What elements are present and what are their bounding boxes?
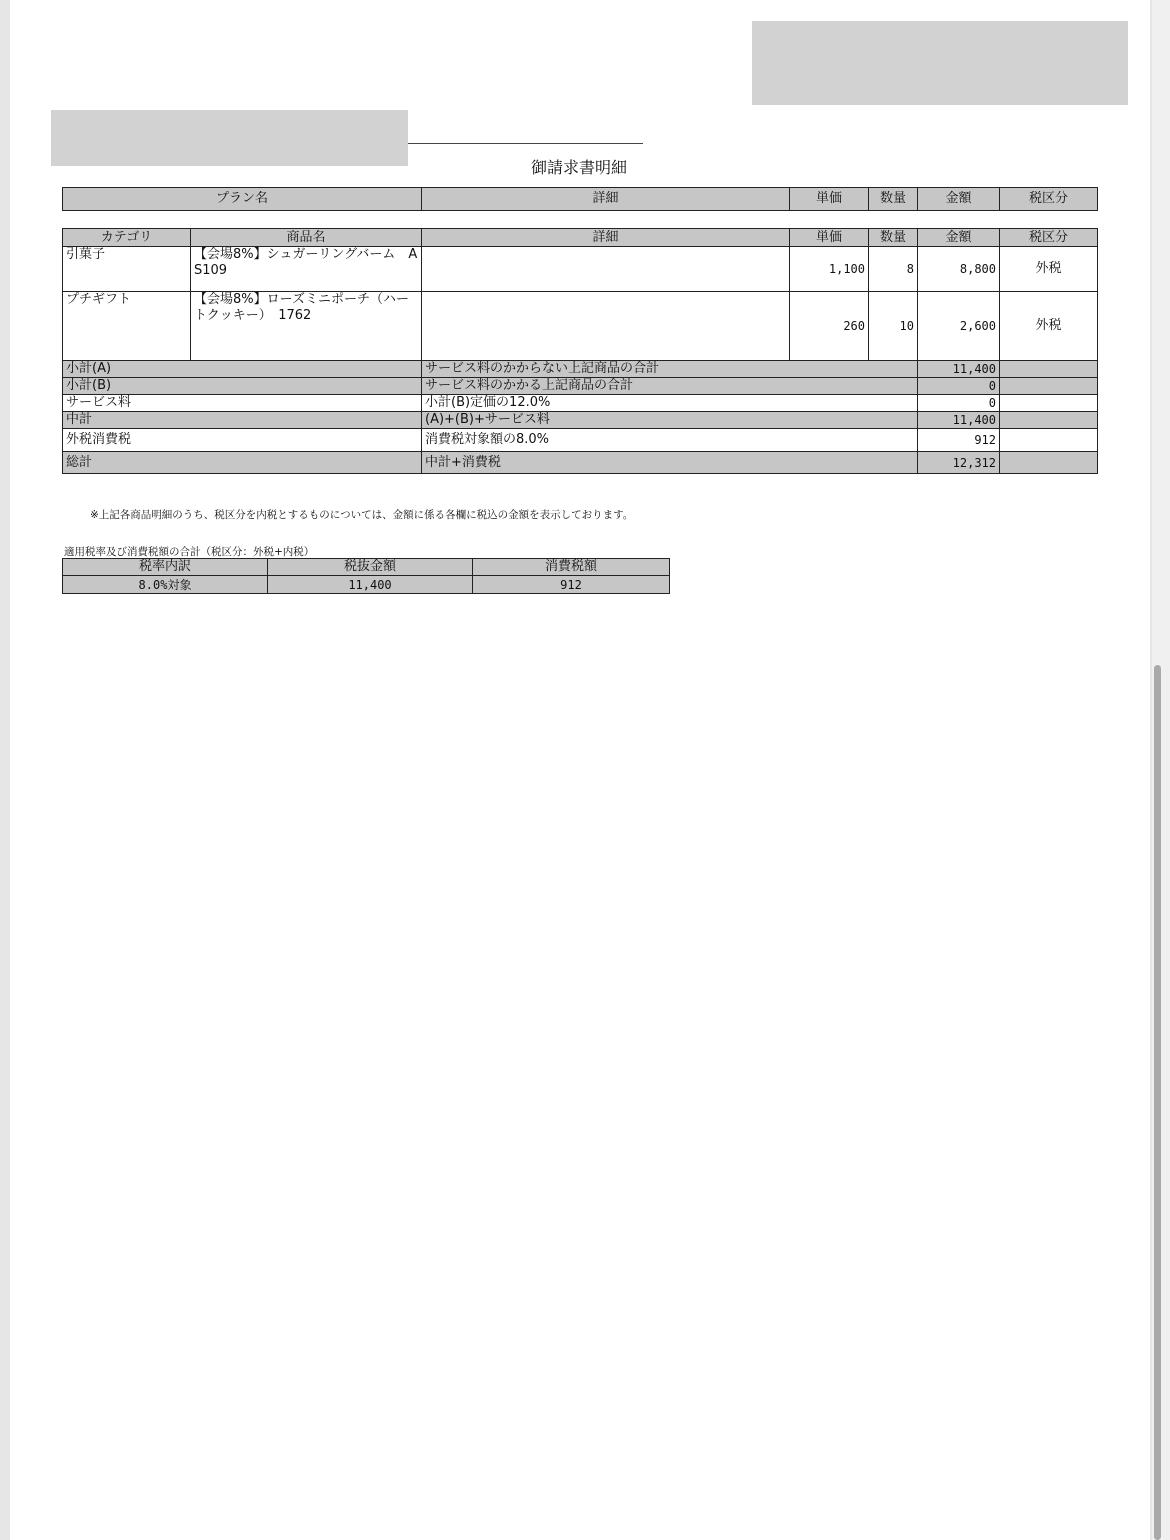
items-header-detail: 詳細 — [422, 229, 790, 247]
tax-header-net: 税抜金額 — [268, 559, 473, 576]
item-tax: 外税 — [1000, 292, 1098, 361]
summary-label: 総計 — [63, 452, 422, 474]
tax-header-rate: 税率内訳 — [63, 559, 268, 576]
tax-rate-cell: 8.0%対象 — [63, 576, 268, 594]
items-header-category: カテゴリ — [63, 229, 191, 247]
summary-blank — [1000, 429, 1098, 452]
plan-header-unit-price: 単価 — [790, 188, 869, 211]
item-unit-price: 1,100 — [790, 247, 869, 292]
tax-note: ※上記各商品明細のうち、税区分を内税とするものについては、金額に係る各欄に税込の金額を表示しております。 — [90, 509, 634, 521]
summary-row-service-fee — [63, 395, 1098, 412]
summary-amount: 0 — [918, 378, 1000, 395]
tax-header-tax: 消費税額 — [473, 559, 670, 576]
summary-amount: 11,400 — [918, 361, 1000, 378]
summary-desc: 小計(B)定価の12.0% — [422, 395, 918, 412]
item-amount: 8,800 — [918, 247, 1000, 292]
summary-row-grand-total — [63, 452, 1098, 474]
summary-row-midtotal — [63, 412, 1098, 429]
summary-desc: 消費税対象額の8.0% — [422, 429, 918, 452]
summary-label: 中計 — [63, 412, 422, 429]
plan-header-detail: 詳細 — [422, 188, 790, 211]
redacted-block-top-right — [752, 21, 1128, 105]
document-title: 御請求書明細 — [530, 158, 627, 177]
plan-table — [62, 187, 1098, 211]
summary-blank — [1000, 452, 1098, 474]
item-name: 【会場8%】シュガーリングバーム AS109 — [191, 247, 422, 292]
table-row — [63, 247, 1098, 292]
item-detail — [422, 247, 790, 292]
tax-row — [63, 576, 670, 594]
item-unit-price: 260 — [790, 292, 869, 361]
summary-label: 小計(B) — [63, 378, 422, 395]
item-name: 【会場8%】ローズミニポーチ（ハートクッキー） 1762 — [191, 292, 422, 361]
plan-header-row — [63, 188, 1098, 211]
tax-summary-table — [62, 558, 670, 594]
items-header-tax: 税区分 — [1000, 229, 1098, 247]
summary-amount: 0 — [918, 395, 1000, 412]
scrollbar-thumb[interactable] — [1154, 665, 1161, 1540]
summary-desc: 中計+消費税 — [422, 452, 918, 474]
summary-blank — [1000, 361, 1098, 378]
plan-header-amount: 金額 — [918, 188, 1000, 211]
summary-label: 外税消費税 — [63, 429, 422, 452]
summary-label: サービス料 — [63, 395, 422, 412]
summary-blank — [1000, 378, 1098, 395]
tax-amount-cell: 912 — [473, 576, 670, 594]
summary-row-subtotal-a — [63, 361, 1098, 378]
summary-amount: 12,312 — [918, 452, 1000, 474]
plan-header-tax: 税区分 — [1000, 188, 1098, 211]
item-category: プチギフト — [63, 292, 191, 361]
item-amount: 2,600 — [918, 292, 1000, 361]
items-header-qty: 数量 — [869, 229, 918, 247]
summary-amount: 11,400 — [918, 412, 1000, 429]
summary-amount: 912 — [918, 429, 1000, 452]
title-underline — [408, 143, 643, 144]
plan-header-plan: プラン名 — [63, 188, 422, 211]
summary-desc: (A)+(B)+サービス料 — [422, 412, 918, 429]
plan-header-qty: 数量 — [869, 188, 918, 211]
summary-label: 小計(A) — [63, 361, 422, 378]
summary-desc: サービス料のかかる上記商品の合計 — [422, 378, 918, 395]
item-detail — [422, 292, 790, 361]
items-header-name: 商品名 — [191, 229, 422, 247]
summary-row-tax — [63, 429, 1098, 452]
items-header-unit-price: 単価 — [790, 229, 869, 247]
tax-summary-caption: 適用税率及び消費税額の合計（税区分：外税+内税） — [64, 546, 315, 558]
items-header-amount: 金額 — [918, 229, 1000, 247]
items-header-row — [63, 229, 1098, 247]
item-category: 引菓子 — [63, 247, 191, 292]
item-tax: 外税 — [1000, 247, 1098, 292]
item-qty: 10 — [869, 292, 918, 361]
summary-blank — [1000, 412, 1098, 429]
items-table — [62, 228, 1098, 474]
tax-header-row — [63, 559, 670, 576]
summary-blank — [1000, 395, 1098, 412]
table-row — [63, 292, 1098, 361]
item-qty: 8 — [869, 247, 918, 292]
summary-desc: サービス料のかからない上記商品の合計 — [422, 361, 918, 378]
summary-row-subtotal-b — [63, 378, 1098, 395]
tax-net-cell: 11,400 — [268, 576, 473, 594]
